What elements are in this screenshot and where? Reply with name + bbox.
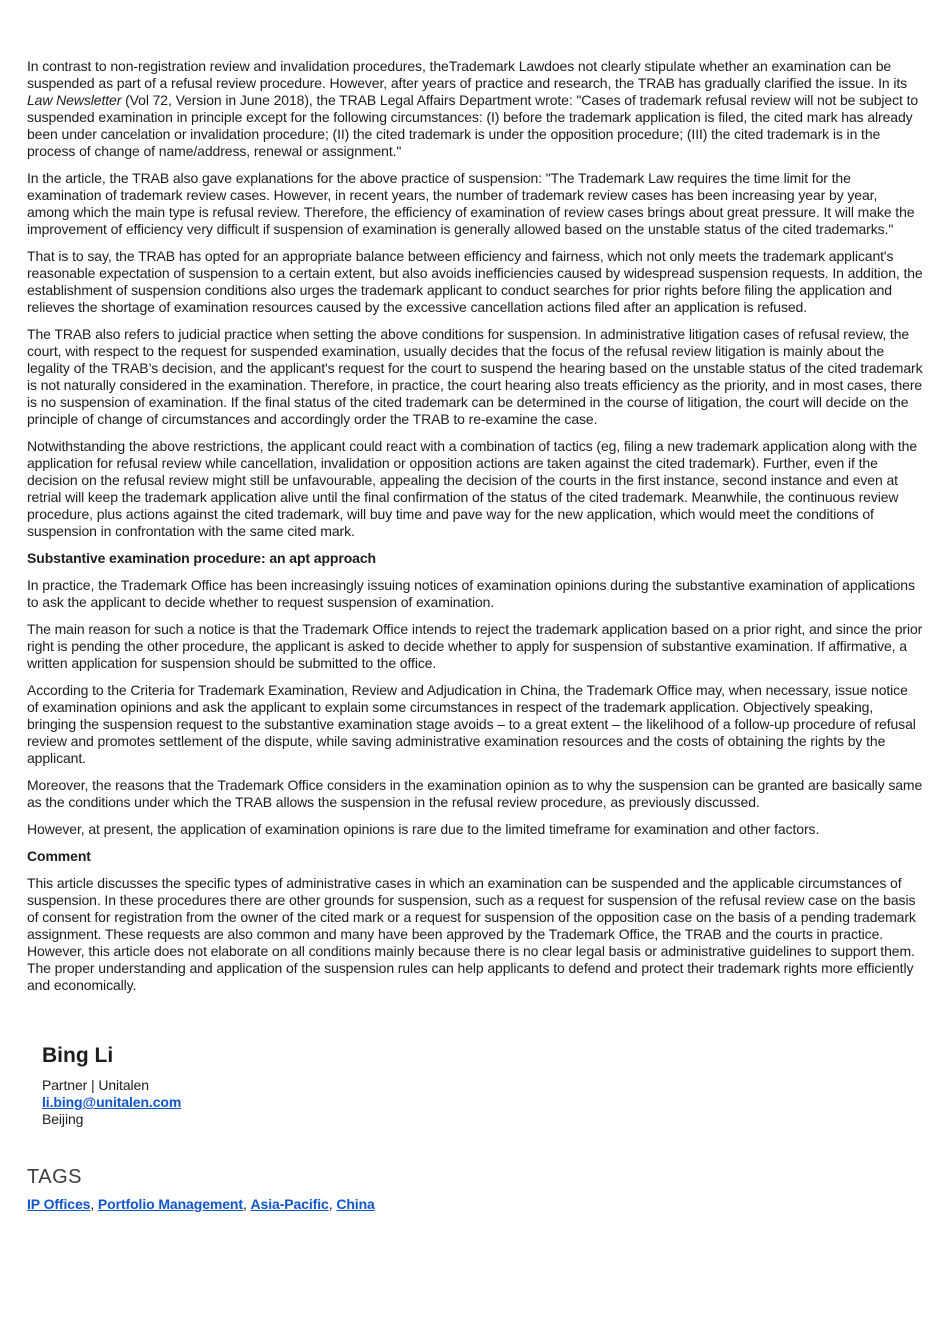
author-name: Bing Li bbox=[42, 1044, 114, 1067]
text-segment: Moreover, the reasons that the Trademark Office considers in the examination opinion as to why the suspension can be granted are basically same as the conditions under which the TRAB allows the suspension in the refusal review procedure, as previously discussed. bbox=[27, 777, 923, 810]
italic-text-segment: Law Newsletter bbox=[27, 92, 122, 108]
article-paragraph bbox=[27, 682, 923, 767]
tag-link[interactable]: China bbox=[336, 1196, 375, 1212]
text-segment: In the article, the TRAB also gave explanations for the above practice of suspension: "The Trademark Law requires the time limit for the examination of trademark review cases. However, in recent years, the number of trademark review cases has been increasing year by year, among which the main type is refusal review. Therefore, the efficiency of examination of review cases brings about great pressure. It will make the improvement of efficiency very difficult if suspension of examination is generally allowed based on the unstable status of the cited trademarks." bbox=[27, 170, 915, 237]
article-paragraph bbox=[27, 170, 923, 238]
text-segment: Comment bbox=[27, 848, 91, 864]
text-segment: However, at present, the application of examination opinions is rare due to the limited timeframe for examination and other factors. bbox=[27, 821, 820, 837]
text-segment: In contrast to non-registration review and invalidation procedures, theTrademark Lawdoes not clearly stipulate whether an examination can be suspended as part of a refusal review procedure. However, after years of practice and research, the TRAB has gradually clarified the issue. In its bbox=[27, 58, 908, 91]
article-paragraph bbox=[27, 438, 923, 540]
article-subheading bbox=[27, 550, 923, 567]
author-block bbox=[27, 1044, 923, 1128]
tag-list: IP Offices, Portfolio Management, Asia-Pacific, China bbox=[27, 1196, 375, 1212]
text-segment: According to the Criteria for Trademark Examination, Review and Adjudication in China, the Trademark Office may, when necessary, issue notice of examination opinions and ask the applicant to explain some circumstances in respect of the trademark application. Objectively speaking, bringing the suspension request to the substantive examination stage avoids – to a great extent – the likelihood of a follow-up procedure of refusal review and promotes settlement of the dispute, while saving administrative examination resources and the costs of obtaining the rights by the applicant. bbox=[27, 682, 916, 766]
article-paragraph bbox=[27, 777, 923, 811]
article-paragraph bbox=[27, 248, 923, 316]
article-paragraph bbox=[27, 821, 923, 838]
tags-heading: TAGS bbox=[27, 1166, 82, 1188]
text-segment: This article discusses the specific types of administrative cases in which an examination can be suspended and the applicable circumstances of suspension. In these procedures there are other grounds for suspension, such as a request for suspension of the refusal review case on the basis of consent for registration from the owner of the cited mark or a request for suspension of the opposition case on the basis of a pending trademark assignment. These requests are also common and many have been approved by the Trademark Office, the TRAB and the courts in practice. However, this article does not elaborate on all conditions mainly because there is no clear legal basis or administrative guidelines to support them. The proper understanding and application of the suspension rules can help applicants to defend and protect their trademark rights more efficiently and economically. bbox=[27, 875, 916, 993]
text-segment: The main reason for such a notice is that the Trademark Office intends to reject the trademark application based on a prior right, and since the prior right is pending the other procedure, the applicant is asked to decide whether to apply for suspension of substantive examination. If affirmative, a written application for suspension should be submitted to the office. bbox=[27, 621, 923, 671]
tag-link[interactable]: Asia-Pacific bbox=[250, 1196, 329, 1212]
article bbox=[27, 58, 923, 994]
article-paragraph bbox=[27, 326, 923, 428]
article-subheading bbox=[27, 848, 923, 865]
author-location: Beijing bbox=[42, 1111, 84, 1127]
author-role: Partner | Unitalen bbox=[42, 1077, 149, 1093]
article-paragraph bbox=[27, 621, 923, 672]
text-segment: (Vol 72, Version in June 2018), the TRAB Legal Affairs Department wrote: "Cases of trademark refusal review will not be subject to suspended examination in principle except for the following circumstances: (I) before the trademark application is filed, the cited mark has already been under cancelation or invalidation procedure; (II) the cited trademark is under the opposition procedure; (III) the cited trademark is in the process of change of name/address, renewal or assignment." bbox=[27, 92, 919, 159]
article-paragraph bbox=[27, 875, 923, 994]
tag-link[interactable]: Portfolio Management bbox=[97, 1196, 243, 1212]
tag-link[interactable]: IP Offices bbox=[27, 1196, 91, 1212]
tags-section bbox=[27, 1166, 923, 1213]
author-email-link[interactable]: li.bing@unitalen.com bbox=[42, 1094, 182, 1110]
article-paragraph bbox=[27, 58, 923, 160]
text-segment: The TRAB also refers to judicial practice when setting the above conditions for suspension. In administrative litigation cases of refusal review, the court, with respect to the request for suspended examination, usually decides that the focus of the refusal review litigation is mainly about the legality of the TRAB’s decision, and the applicant's request for the court to suspend the hearing based on the unstable status of the cited trademark is not naturally considered in the examination. Therefore, in practice, the court hearing also treats efficiency as the priority, and in most cases, there is no suspension of examination. If the final status of the cited trademark can be determined in the course of litigation, the court will decide on the principle of change of circumstances and accordingly order the TRAB to re-examine the case. bbox=[27, 326, 923, 427]
article-paragraph bbox=[27, 577, 923, 611]
text-segment: That is to say, the TRAB has opted for an appropriate balance between efficiency and fairness, which not only meets the trademark applicant's reasonable expectation of suspension to a certain extent, but also avoids inefficiencies caused by widespread suspension requests. In addition, the establishment of suspension conditions also urges the trademark applicant to conduct searches for prior rights before filing the application and relieves the shortage of examination resources caused by the excessive cancellation actions filed after an application is refused. bbox=[27, 248, 923, 315]
text-segment: In practice, the Trademark Office has been increasingly issuing notices of examination opinions during the substantive examination of applications to ask the applicant to decide whether to request suspension of examination. bbox=[27, 577, 915, 610]
text-segment: Notwithstanding the above restrictions, the applicant could react with a combination of tactics (eg, filing a new trademark application along with the application for refusal review while cancellation, invalidation or opposition actions are taken against the cited trademark). Further, even if the decision on the refusal review might still be unfavourable, appealing the decision of the courts in the first instance, second instance and even at retrial will keep the trademark application alive until the final confirmation of the status of the cited trademark. Meanwhile, the continuous review procedure, plus actions against the cited trademark, will buy time and pave way for the new application, which would meet the conditions of suspension in confrontation with the same cited mark. bbox=[27, 438, 918, 539]
text-segment: Substantive examination procedure: an apt approach bbox=[27, 550, 376, 566]
